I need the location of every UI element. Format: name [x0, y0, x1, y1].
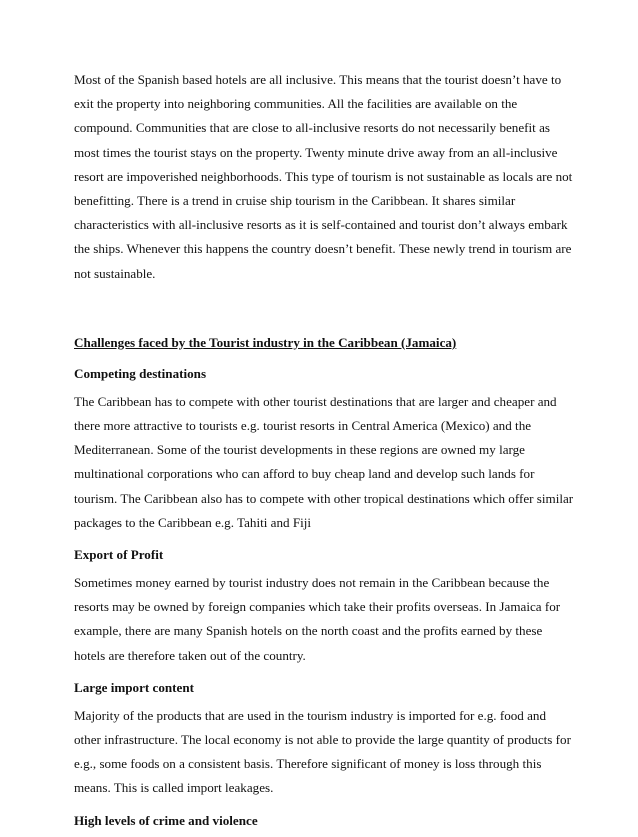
- heading-competing-destinations: Competing destinations: [74, 365, 207, 381]
- heading-crime-and-violence: High levels of crime and violence: [74, 812, 258, 828]
- document-content: [74, 68, 574, 837]
- section-heading: Challenges faced by the Tourist industry in the Caribbean (Jamaica): [74, 334, 457, 350]
- heading-export-of-profit: Export of Profit: [74, 547, 164, 563]
- paragraph-competing-destinations: The Caribbean has to compete with other tourist destinations that are larger and cheaper and there more attractive to tourists e.g. tourist resorts in Central America (Mexico) and the Mediterranean. Some of the tourist developments in these regions are owned my large multinational corporations who can afford to buy cheap land and develop such lands for tourism. The Caribbean also has to compete with other tropical destinations which offer similar packages to the Caribbean e.g. Tahiti and Fiji: [74, 393, 574, 530]
- intro-paragraph: Most of the Spanish based hotels are all inclusive. This means that the tourist doesn’t have to exit the property into neighboring communities. All the facilities are available on the compound. Communities that are close to all-inclusive resorts do not necessarily benefit as most times the tourist stays on the property. Twenty minute drive away from an all-inclusive resort are impoverished neighborhoods. This type of tourism is not sustainable as locals are not benefitting. There is a trend in cruise ship tourism in the Caribbean. It shares similar characteristics with all-inclusive resorts as it is self-contained and tourist don’t always embark the ships. Whenever this happens the country doesn’t benefit. These newly trend in tourism are not sustainable.: [74, 72, 573, 281]
- heading-large-import-content: Large import content: [74, 679, 194, 695]
- paragraph-export-of-profit: Sometimes money earned by tourist industry does not remain in the Caribbean because the resorts may be owned by foreign companies which take their profits overseas. In Jamaica for example, there are many Spanish hotels on the north coast and the profits earned by these hotels are therefore taken out of the country.: [74, 575, 561, 663]
- paragraph-large-import-content: Majority of the products that are used in the tourism industry is imported for e.g. food and other infrastructure. The local economy is not able to provide the large quantity of products for e.g., some foods on a consistent basis. Therefore significant of money is loss through this means. This is called import leakages.: [74, 707, 571, 796]
